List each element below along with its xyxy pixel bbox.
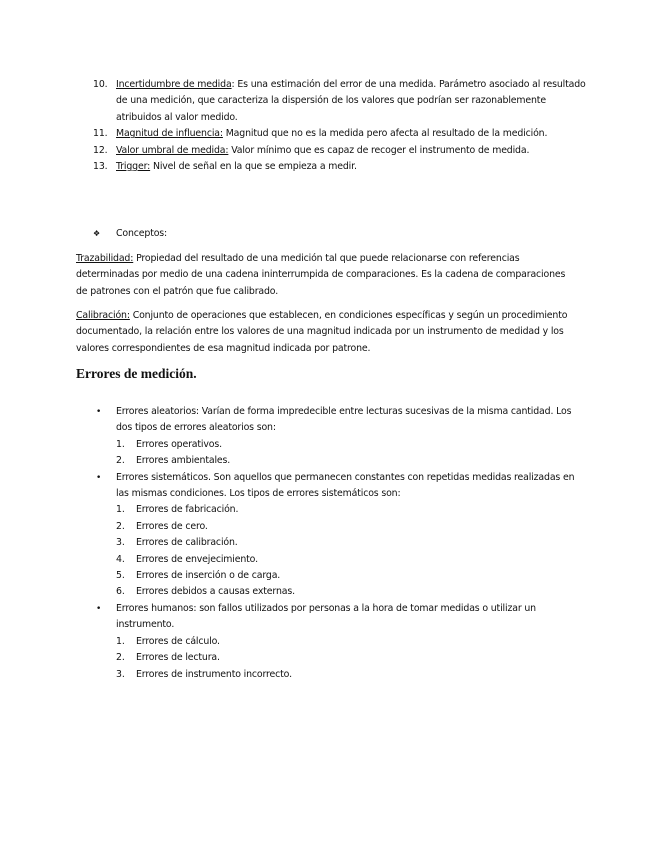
subitem-number: 3.: [116, 537, 125, 549]
error-subtype-item: [116, 584, 576, 600]
error-subtype-item: [116, 535, 576, 551]
error-subtypes-list: [116, 437, 576, 470]
definition-text: Magnitud que no es la medida pero afecta al resultado de la medición.: [222, 128, 548, 140]
trazabilidad-paragraph: [76, 251, 576, 300]
error-type-item: [76, 470, 576, 601]
item-number: 11.: [93, 128, 108, 140]
bullet-icon: •: [96, 603, 102, 614]
definition-item: [76, 159, 586, 175]
definition-text: Valor mínimo que es capaz de recoger el instrumento de medida.: [228, 144, 530, 156]
subitem-text: Errores de inserción o de carga.: [136, 570, 281, 582]
error-subtype-item: [116, 650, 576, 666]
definition-term: Valor umbral de medida:: [116, 144, 229, 156]
subitem-text: Errores de instrumento incorrecto.: [136, 668, 292, 680]
definition-item: [76, 77, 586, 126]
subitem-number: 2.: [116, 652, 125, 664]
section-title: Errores de medición.: [76, 366, 197, 381]
definition-text: Nivel de señal en la que se empieza a medir.: [150, 161, 357, 173]
item-number: 10.: [93, 79, 108, 90]
subitem-text: Errores de lectura.: [136, 652, 220, 664]
error-subtype-item: [116, 667, 576, 683]
subitem-number: 3.: [116, 668, 125, 680]
diamond-bullet-icon: ❖: [93, 229, 101, 238]
subitem-number: 1.: [116, 635, 125, 647]
item-number: 12.: [93, 144, 108, 156]
definition-term: Magnitud de influencia:: [116, 128, 223, 140]
definition-item: [76, 143, 586, 159]
error-subtype-item: [116, 437, 576, 453]
trazabilidad-term: Trazabilidad:: [76, 253, 134, 264]
definitions-list: [76, 77, 586, 175]
subitem-number: 1.: [116, 504, 125, 516]
subitem-text: Errores de fabricación.: [136, 504, 239, 516]
subitem-text: Errores de cero.: [136, 520, 208, 532]
error-subtype-item: [116, 502, 576, 518]
trazabilidad-text: Propiedad del resultado de una medición tal que puede relacionarse con referencias determinadas por medio de una cadena ininterrumpida de comparaciones. Es la cadena de comparaciones de patrones con el patrón que fue calibrado.: [76, 253, 566, 297]
error-subtype-item: [116, 552, 576, 568]
error-type-text: Errores sistemáticos. Son aquellos que permanecen constantes con repetidas medidas realizadas en las mismas condiciones. Los tipos de errores sistemáticos son:: [116, 471, 575, 500]
error-subtype-item: [116, 634, 576, 650]
error-types-list: [76, 404, 576, 683]
subitem-number: 2.: [116, 520, 125, 532]
subitem-text: Errores de calibración.: [136, 537, 238, 549]
error-type-text: Errores humanos: son fallos utilizados por personas a la hora de tomar medidas o utilizar un instrumento.: [116, 602, 536, 631]
subitem-text: Errores de cálculo.: [136, 635, 220, 647]
error-type-text: Errores aleatorios: Varían de forma impredecible entre lecturas sucesivas de la misma cantidad. Los dos tipos de errores aleatorios son:: [116, 406, 572, 434]
subitem-number: 6.: [116, 586, 125, 598]
calibracion-term: Calibración:: [76, 310, 130, 321]
subitem-text: Errores operativos.: [136, 438, 222, 450]
bullet-icon: •: [96, 472, 102, 483]
error-subtype-item: [116, 568, 576, 584]
error-subtypes-list: [116, 634, 576, 683]
subitem-text: Errores ambientales.: [136, 455, 231, 467]
subitem-text: Errores de envejecimiento.: [136, 553, 258, 565]
conceptos-label: Conceptos:: [116, 228, 168, 239]
error-type-item: [76, 601, 576, 683]
calibracion-paragraph: [76, 308, 576, 357]
definition-item: [76, 126, 586, 142]
subitem-text: Errores debidos a causas externas.: [136, 586, 295, 598]
subitem-number: 5.: [116, 570, 125, 582]
definition-term: Trigger:: [116, 161, 151, 173]
error-subtype-item: [116, 519, 576, 535]
subitem-number: 2.: [116, 455, 125, 467]
error-type-item: [76, 404, 576, 470]
item-number: 13.: [93, 161, 108, 173]
subitem-number: 1.: [116, 438, 125, 450]
bullet-icon: •: [96, 407, 102, 417]
error-subtypes-list: [116, 502, 576, 600]
error-subtype-item: [116, 453, 576, 469]
definition-term: Incertidumbre de medida: [116, 79, 232, 90]
calibracion-text: Conjunto de operaciones que establecen, en condiciones específicas y según un procedimiento documentado, la relación entre los valores de una magnitud indicada por un instrumento de medidad y los valores correspondientes de esa magnitud indicada por patrone.: [76, 310, 568, 354]
definition-text: : Es una estimación del error de una medida. Parámetro asociado al resultado de una medición, que caracteriza la dispersión de los valores que podrían ser razonablemente atribuidos al valor medido.: [116, 79, 586, 123]
subitem-number: 4.: [116, 553, 125, 565]
